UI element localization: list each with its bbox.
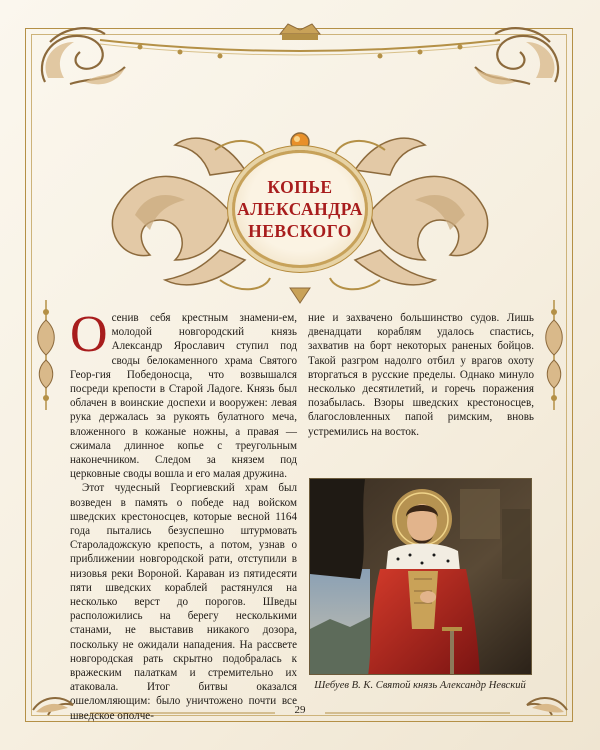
painting-illustration — [310, 479, 532, 675]
right-side-ornament — [541, 300, 567, 410]
right-text-column — [308, 311, 534, 439]
paragraph-2: Этот чудесный Георгиевский храм был возведен в память о победе над войском шведских крестоносцев, которые весной 1164 года пытались безуспешно штурмовать Староладожскую крепость, а потом, узнав о приближении новгородской рати, отступили в низовья реки Вороной. Караван из пятидесяти пяти шведских кораблей растянулся на несколько верст до порогов. Шведы расположились на берегу несколькими станами, не выставив никакого дозора, поскольку не ожидали нападения. На рассвете новгородская рать скрытно подобралась к вражеским палаткам и стремительно их атаковала. Итог битвы оказался ошеломляющим: было уничтожено почти все шведское ополче- — [70, 482, 297, 722]
bottom-right-ornament — [512, 690, 572, 720]
drop-cap: О — [70, 306, 108, 363]
left-text-column — [70, 306, 297, 723]
title-plaque — [232, 150, 368, 268]
title-line-2: АЛЕКСАНДРА — [237, 199, 363, 219]
left-side-ornament — [33, 300, 59, 410]
portrait-painting — [309, 478, 532, 675]
top-garland-ornament — [30, 22, 570, 92]
paragraph-1 — [70, 306, 297, 481]
title-line-1: КОПЬЕ — [267, 177, 333, 197]
paragraph-3: ние и захвачено большинство судов. Лишь двенадцати кораблям удалось спастись, захватив на борт некоторых раненых бойцов. Такой разгром надолго отбил у врагов охоту вторгаться в русские пределы. Однако минуло несколько десятилетий, и горечь поражения позабылась. Взоры шведских крестоносцев, благословленных папой римским, вновь устремились на восток. — [308, 312, 534, 438]
bottom-left-ornament — [28, 690, 88, 720]
page-number: 29 — [294, 704, 306, 716]
painting-caption: Шебуев В. К. Святой князь Александр Невский — [314, 680, 526, 691]
title-line-3: НЕВСКОГО — [248, 221, 352, 241]
paragraph-1-text: сенив себя крестным знамени-ем, молодой новгородский князь Александр Ярославич ступил под своды белокаменного храма Святого Геор-гия Победоносца, что возвышался посреди крепости в Старой Ладоге. Князь был облачен в воинские доспехи и вооружен: левая рука держалась за рукоять булатного меча, вложенного в кожаные ножны, а правая — сжимала длинное копье с треугольным наконечником. Следом за князем под церковные своды вошла и его малая дружина. — [70, 312, 297, 481]
chapter-title — [237, 176, 363, 242]
